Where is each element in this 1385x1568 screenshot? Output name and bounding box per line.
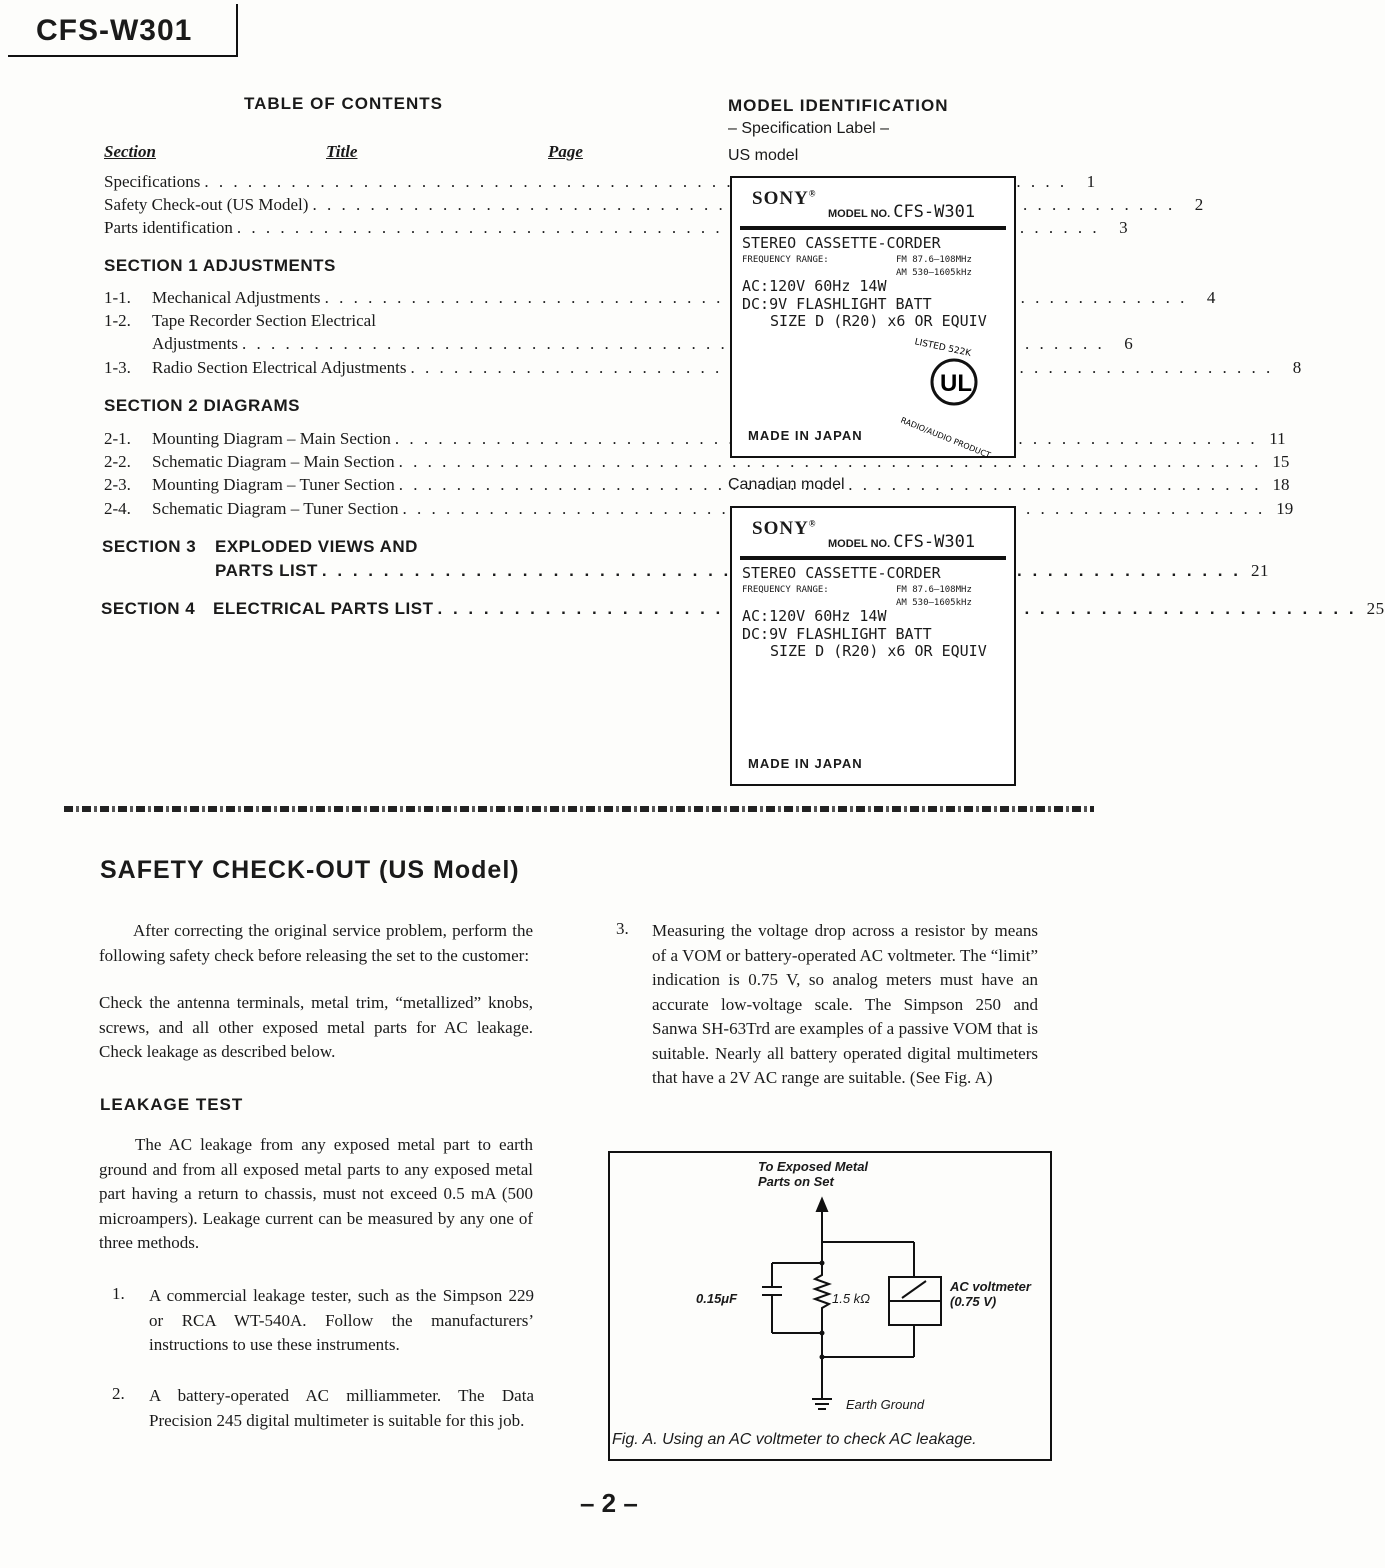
model-number: MODEL NO. CFS-W301 bbox=[828, 202, 976, 222]
header-rule bbox=[8, 55, 238, 57]
fm-range: FM 87.6–108MHz bbox=[896, 255, 972, 265]
toc-entry[interactable]: PARTS LIST . . . 21 bbox=[215, 561, 585, 581]
page-number: – 2 – bbox=[580, 1488, 638, 1518]
figure-caption: Fig. A. Using an AC voltmeter to check AC leakage. bbox=[612, 1431, 977, 1448]
freq-range-label: FREQUENCY RANGE: bbox=[742, 255, 829, 265]
toc-entry[interactable]: Adjustments . . . 6 bbox=[104, 334, 588, 354]
safety-intro-2: Check the antenna terminals, metal trim, “metallized” knobs, screws, and all other exposed metal parts for AC leakage. Check leakage as described below. bbox=[99, 993, 533, 1061]
model-title: CFS-W301 bbox=[36, 14, 193, 47]
list-number: 2. bbox=[112, 1384, 125, 1403]
toc-section-label: SECTION 4 bbox=[101, 599, 196, 618]
label-rule bbox=[740, 556, 1006, 560]
product-name: STEREO CASSETTE-CORDER bbox=[742, 564, 941, 582]
toc-col-section: Section bbox=[104, 142, 156, 161]
figure-a bbox=[608, 1151, 1052, 1461]
made-in-japan: MADE IN JAPAN bbox=[748, 756, 863, 771]
svg-text:LISTED 522K: LISTED 522K bbox=[913, 337, 972, 360]
leakage-text: The AC leakage from any exposed metal part to earth ground and from all exposed metal parts to any exposed metal part having a return to chassis, must not exceed 0.5 mA (500 microampers). Leakage current can be measured by any one of three methods. bbox=[99, 1135, 533, 1252]
brand-logo: SONY® bbox=[752, 518, 817, 539]
toc-entry[interactable]: Specifications . . . 1 bbox=[104, 172, 588, 192]
toc-section-heading: SECTION 2 DIAGRAMS bbox=[104, 396, 301, 415]
toc-section-heading: SECTION 1 ADJUSTMENTS bbox=[104, 256, 336, 275]
toc-entry[interactable]: ELECTRICAL PARTS LIST . . . 25 bbox=[213, 599, 585, 619]
battery-size: SIZE D (R20) x6 OR EQUIV bbox=[770, 312, 987, 330]
ac-rating: AC:120V 60Hz 14W bbox=[742, 607, 887, 625]
svg-text:UL: UL bbox=[940, 370, 972, 397]
capacitor-label: 0.15μF bbox=[696, 1291, 738, 1306]
model-number: MODEL NO. CFS-W301 bbox=[828, 532, 976, 552]
list-number: 3. bbox=[616, 919, 629, 938]
toc-section-title: EXPLODED VIEWS AND bbox=[215, 537, 418, 556]
list-item: A battery-operated AC milliammeter. The Data Precision 245 digital multimeter is suitable for this job. bbox=[149, 1386, 534, 1430]
svg-text:RADIO/AUDIO PRODUCT: RADIO/AUDIO PRODUCT bbox=[899, 415, 992, 460]
toc-entry[interactable]: 2-2. Schematic Diagram – Main Section . . . 15 bbox=[104, 452, 588, 472]
toc-entry[interactable]: 1-3. Radio Section Electrical Adjustments . . . 8 bbox=[104, 358, 588, 378]
us-spec-label bbox=[730, 176, 1016, 458]
toc-col-title: Title bbox=[326, 142, 358, 161]
safety-intro: After correcting the original service problem, perform the following safety check before releasing the set to the customer: bbox=[99, 921, 533, 965]
resistor-label: 1.5 kΩ bbox=[832, 1291, 871, 1306]
list-item: Measuring the voltage drop across a resistor by means of a VOM or battery-operated AC voltmeter. The “limit” indication is 0.75 V, so analog meters must have an accurate low-voltage scale. The Simpson 250 and Sanwa SH-63Trd are examples of a passive VOM that is suitable. Nearly all battery operated digital multimeters that have a 2V AC range are suitable. (See Fig. A) bbox=[652, 921, 1038, 1087]
toc-entry[interactable]: 2-3. Mounting Diagram – Tuner Section . . . 18 bbox=[104, 475, 588, 495]
toc-entry[interactable]: Parts identification . . . 3 bbox=[104, 218, 588, 238]
am-range: AM 530–1605kHz bbox=[896, 268, 972, 278]
header-divider bbox=[236, 4, 238, 56]
label-rule bbox=[740, 226, 1006, 230]
freq-range-label: FREQUENCY RANGE: bbox=[742, 585, 829, 595]
canadian-model-label: Canadian model bbox=[728, 476, 845, 493]
model-id-heading: MODEL IDENTIFICATION bbox=[728, 96, 949, 115]
model-id-subheading: – Specification Label – bbox=[728, 120, 889, 137]
voltmeter-label: AC voltmeter (0.75 V) bbox=[950, 1279, 1031, 1309]
toc-entry[interactable]: 1-1. Mechanical Adjustments . . . 4 bbox=[104, 288, 588, 308]
leakage-test-heading: LEAKAGE TEST bbox=[100, 1095, 244, 1114]
made-in-japan: MADE IN JAPAN bbox=[748, 428, 863, 443]
list-number: 1. bbox=[112, 1284, 125, 1303]
safety-title: SAFETY CHECK-OUT (US Model) bbox=[100, 856, 520, 884]
am-range: AM 530–1605kHz bbox=[896, 598, 972, 608]
probe-label: To Exposed Metal Parts on Set bbox=[758, 1159, 869, 1189]
toc-entry[interactable]: 1-2. Tape Recorder Section Electrical bbox=[104, 311, 376, 330]
toc-entry[interactable]: Safety Check-out (US Model) . . . 2 bbox=[104, 195, 588, 215]
brand-logo: SONY® bbox=[752, 188, 817, 209]
ac-rating: AC:120V 60Hz 14W bbox=[742, 277, 887, 295]
toc-section-label: SECTION 3 bbox=[102, 537, 197, 556]
canadian-spec-label bbox=[730, 506, 1016, 786]
toc-heading: TABLE OF CONTENTS bbox=[244, 94, 443, 113]
us-model-label: US model bbox=[728, 147, 799, 164]
product-name: STEREO CASSETTE-CORDER bbox=[742, 234, 941, 252]
dc-rating: DC:9V FLASHLIGHT BATT bbox=[742, 625, 932, 643]
toc-col-page: Page bbox=[548, 142, 583, 161]
toc-entry[interactable]: 2-1. Mounting Diagram – Main Section . . . 11 bbox=[104, 429, 588, 449]
list-item: A commercial leakage tester, such as the Simpson 229 or RCA WT-540A. Follow the manufacturers’ instructions to use these instruments. bbox=[149, 1286, 534, 1354]
toc-entry[interactable]: 2-4. Schematic Diagram – Tuner Section . . . 19 bbox=[104, 499, 588, 519]
ul-listed-mark-icon bbox=[899, 334, 1012, 460]
battery-size: SIZE D (R20) x6 OR EQUIV bbox=[770, 642, 987, 660]
dc-rating: DC:9V FLASHLIGHT BATT bbox=[742, 295, 932, 313]
fm-range: FM 87.6–108MHz bbox=[896, 585, 972, 595]
earth-ground-label: Earth Ground bbox=[846, 1397, 925, 1412]
section-divider bbox=[64, 806, 1094, 812]
